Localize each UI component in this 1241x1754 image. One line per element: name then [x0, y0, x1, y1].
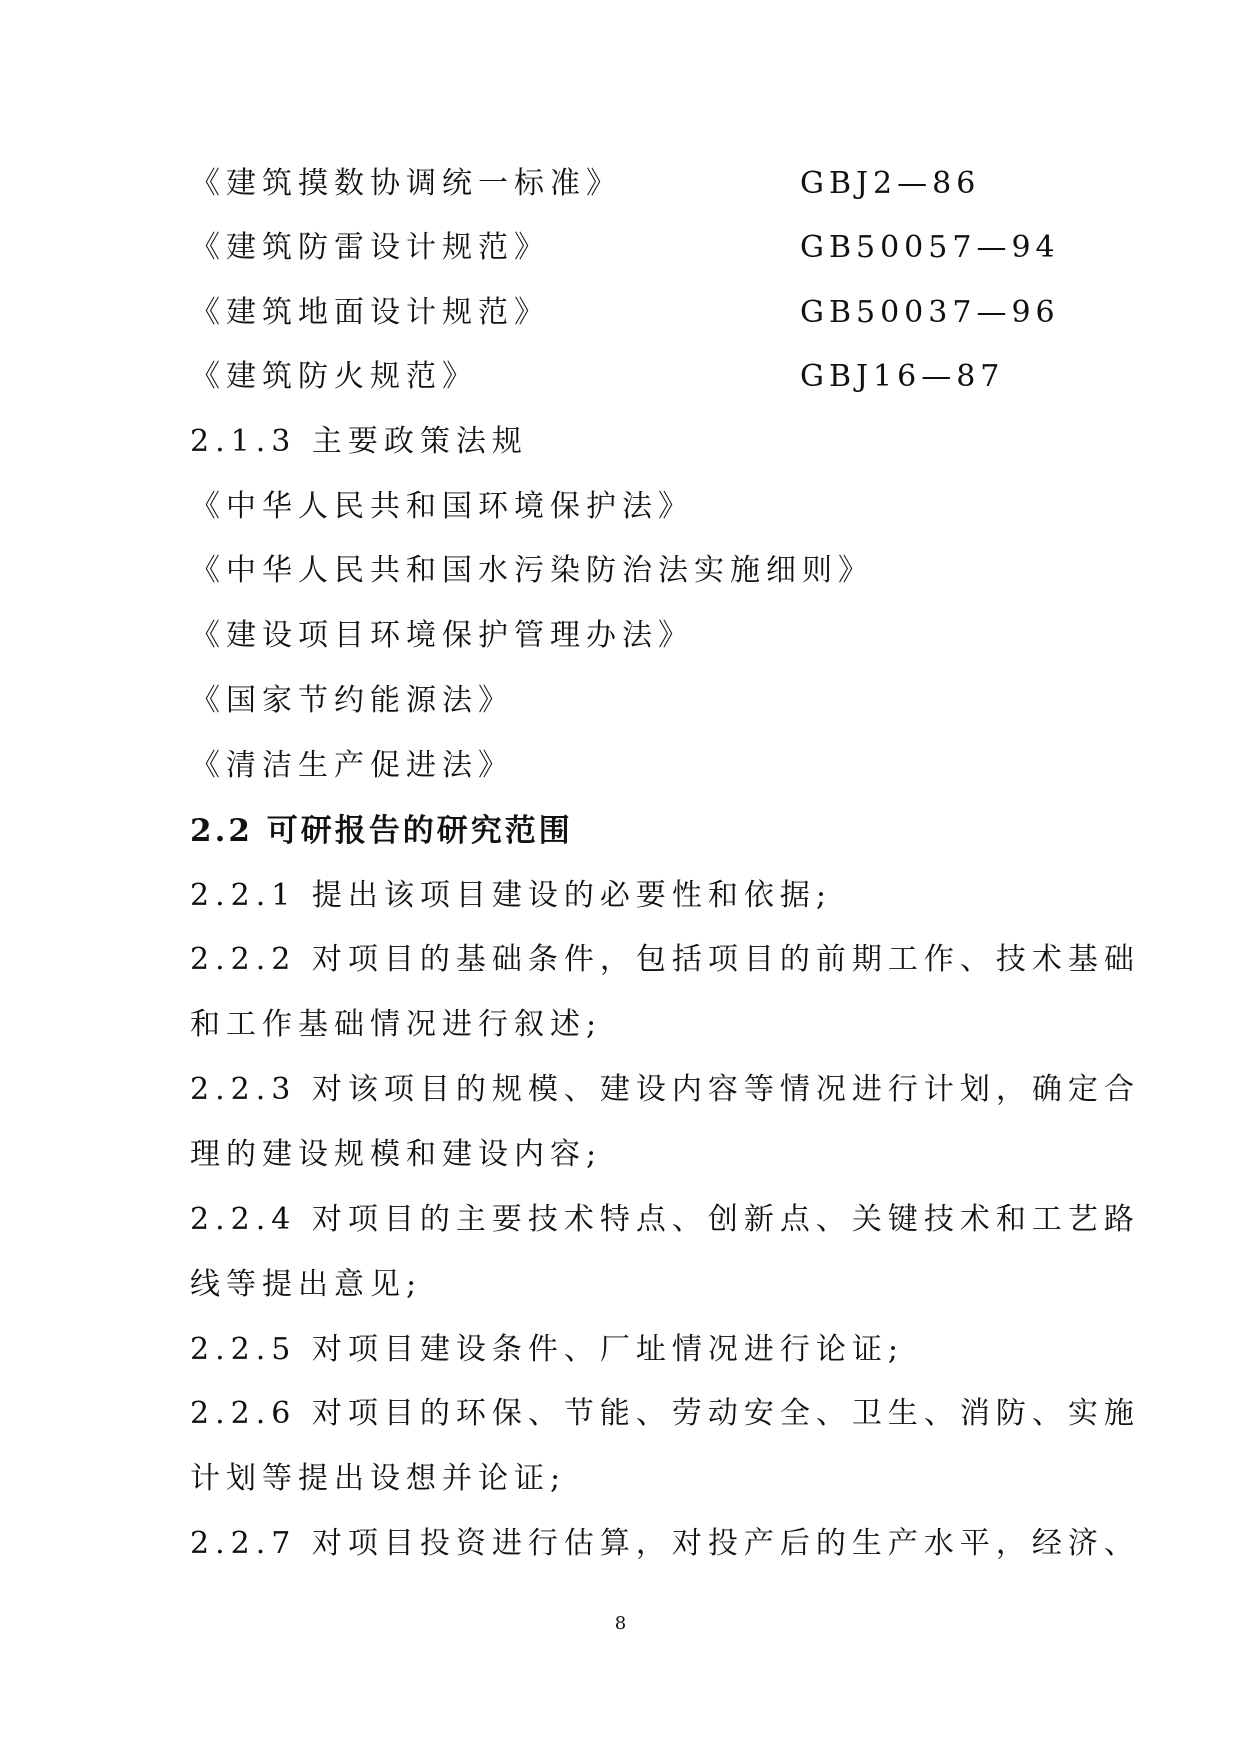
- paragraph-line: 计划等提出设想并论证;: [190, 1461, 567, 1496]
- law-item: 《中华人民共和国水污染防治法实施细则》: [190, 553, 874, 588]
- paragraph-line: 2.2.3 对该项目的规模、建设内容等情况进行计划，确定合: [190, 1072, 1140, 1107]
- law-item: 《建设项目环境保护管理办法》: [190, 618, 694, 653]
- paragraph-line: 2.2.4 对项目的主要技术特点、创新点、关键技术和工艺路: [190, 1202, 1140, 1237]
- paragraph-line: 线等提出意见;: [190, 1267, 423, 1302]
- standard-name: 《建筑防火规范》: [190, 359, 478, 394]
- law-item: 《清洁生产促进法》: [190, 748, 514, 783]
- paragraph-line: 2.2.6 对项目的环保、节能、劳动安全、卫生、消防、实施: [190, 1396, 1140, 1431]
- paragraph-line: 2.2.7 对项目投资进行估算，对投产后的生产水平，经济、: [190, 1526, 1140, 1561]
- standard-code: GB50057—94: [800, 230, 1060, 265]
- paragraph-line: 2.2.2 对项目的基础条件，包括项目的前期工作、技术基础: [190, 942, 1140, 977]
- law-item: 《中华人民共和国环境保护法》: [190, 489, 694, 524]
- standard-name: 《建筑防雷设计规范》: [190, 230, 550, 265]
- paragraph-line: 和工作基础情况进行叙述;: [190, 1007, 603, 1042]
- standard-code: GBJ16—87: [800, 359, 1005, 394]
- law-item: 《国家节约能源法》: [190, 683, 514, 718]
- standard-code: GB50037—96: [800, 295, 1060, 330]
- paragraph-line: 2.2.1 提出该项目建设的必要性和依据;: [190, 878, 832, 913]
- paragraph-line: 理的建设规模和建设内容;: [190, 1137, 603, 1172]
- paragraph-line: 2.2.5 对项目建设条件、厂址情况进行论证;: [190, 1332, 904, 1367]
- standard-name: 《建筑摸数协调统一标准》: [190, 166, 622, 201]
- policy-heading: 2.1.3 主要政策法规: [190, 424, 528, 459]
- standard-code: GBJ2—86: [800, 166, 981, 201]
- page-number: 8: [614, 1613, 627, 1634]
- section-heading: 2.2 可研报告的研究范围: [190, 813, 573, 849]
- standard-name: 《建筑地面设计规范》: [190, 295, 550, 330]
